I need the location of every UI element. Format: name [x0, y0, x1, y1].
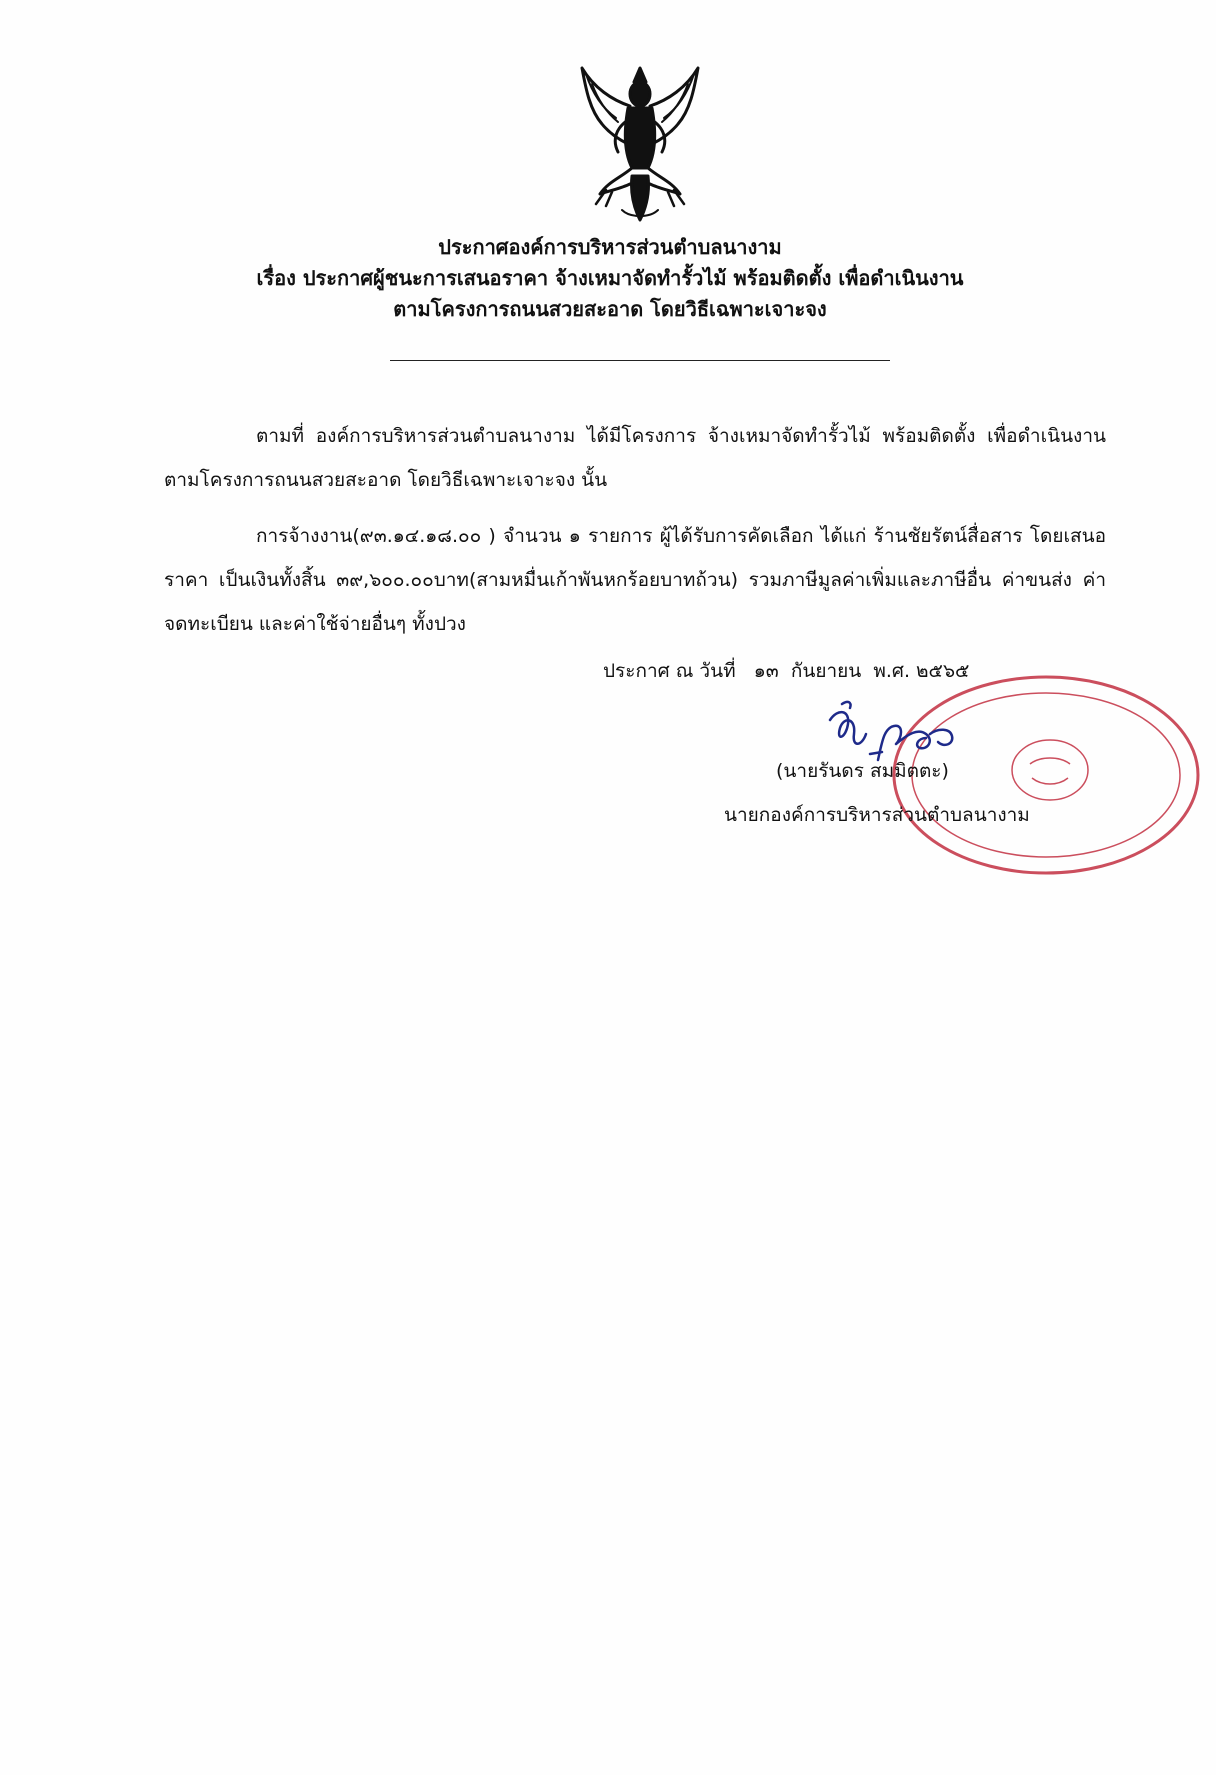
paragraph-1-text: ตามที่ องค์การบริหารส่วนตำบลนางาม ได้มีโครงการ จ้างเหมาจัดทำรั้วไม้ พร้อมติดตั้ง เพื่อดำเนินงานตามโครงการถนนสวยสะอาด โดยวิธีเฉพาะเจาะจง นั้น — [164, 425, 1106, 491]
header-divider — [390, 360, 890, 361]
paragraph-announcement — [164, 414, 1106, 502]
header-line-2: เรื่อง ประกาศผู้ชนะการเสนอราคา จ้างเหมาจัดทำรั้วไม้ พร้อมติดตั้ง เพื่อดำเนินงาน — [256, 266, 964, 290]
paragraph-2-text: การจ้างงาน(๙๓.๑๔.๑๘.๐๐ ) จำนวน ๑ รายการ ผู้ได้รับการคัดเลือก ได้แก่ ร้านชัยรัตน์สื่อสาร โดยเสนอราคา เป็นเงินทั้งสิ้น ๓๙,๖๐๐.๐๐บาท(สามหมื่นเก้าพันหกร้อยบาทถ้วน) รวมภาษีมูลค่าเพิ่มและภาษีอื่น ค่าขนส่ง ค่าจดทะเบียน และค่าใช้จ่ายอื่นๆ ทั้งปวง — [164, 525, 1106, 635]
signer-name: (นายรันดร สมมิตตะ) — [776, 760, 949, 782]
document-header — [140, 232, 1080, 325]
paragraph-award — [164, 514, 1106, 646]
announcement-date: ประกาศ ณ วันที่ ๑๓ กันยายน พ.ศ. ๒๕๖๕ — [603, 660, 970, 682]
garuda-emblem-icon — [572, 60, 708, 230]
signer-title: นายกองค์การบริหารส่วนตำบลนางาม — [724, 804, 1030, 826]
header-line-1: ประกาศองค์การบริหารส่วนตำบลนางาม — [438, 235, 782, 259]
header-line-3: ตามโครงการถนนสวยสะอาด โดยวิธีเฉพาะเจาะจง — [393, 297, 827, 321]
